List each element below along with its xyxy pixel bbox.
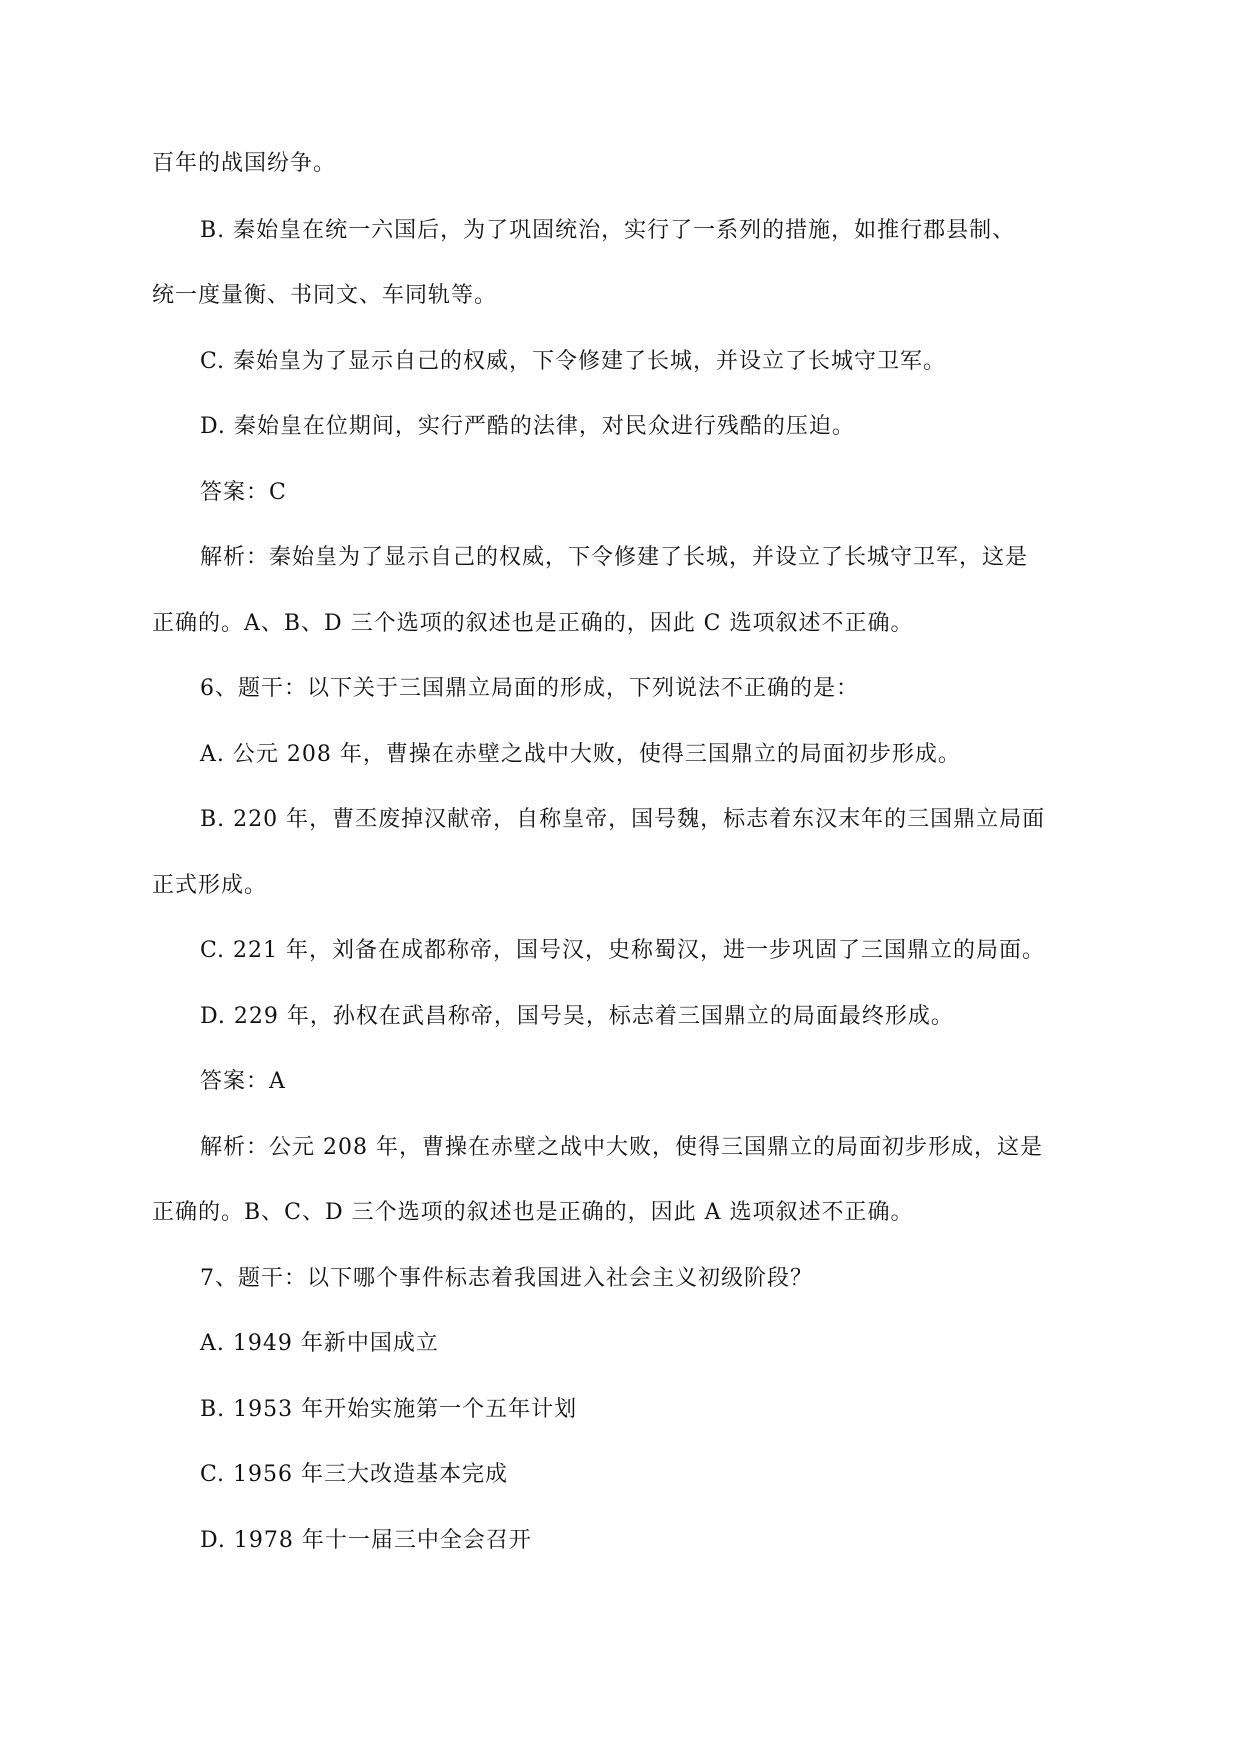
analysis-text: 解析：秦始皇为了显示自己的权威，下令修建了长城，并设立了长城守卫军，这是 xyxy=(200,545,1029,570)
option-c-text: C. 秦始皇为了显示自己的权威，下令修建了长城，并设立了长城守卫军。 xyxy=(200,349,947,374)
option-c-text: C. 1956 年三大改造基本完成 xyxy=(200,1462,509,1487)
answer-text: 答案：A xyxy=(200,1069,286,1094)
analysis-text: 解析：公元 208 年，曹操在赤壁之战中大败，使得三国鼎立的局面初步形成，这是 xyxy=(200,1135,1043,1160)
option-a-text: A. 1949 年新中国成立 xyxy=(200,1331,439,1356)
question-6-stem: 6、题干：以下关于三国鼎立局面的形成，下列说法不正确的是： xyxy=(200,676,859,701)
answer-text: 答案：C xyxy=(200,480,287,505)
text-line: 正式形成。 xyxy=(152,873,268,898)
text-line: 正确的。B、C、D 三个选项的叙述也是正确的，因此 A 选项叙述不正确。 xyxy=(152,1200,914,1225)
question-7-stem: 7、题干：以下哪个事件标志着我国进入社会主义初级阶段？ xyxy=(200,1266,813,1291)
option-a-text: A. 公元 208 年，曹操在赤壁之战中大败，使得三国鼎立的局面初步形成。 xyxy=(200,742,961,767)
option-d-text: D. 229 年，孙权在武昌称帝，国号吴，标志着三国鼎立的局面最终形成。 xyxy=(200,1004,954,1029)
text-line: 正确的。A、B、D 三个选项的叙述也是正确的，因此 C 选项叙述不正确。 xyxy=(152,611,914,636)
option-d-text: D. 秦始皇在位期间，实行严酷的法律，对民众进行残酷的压迫。 xyxy=(200,414,855,439)
option-b-text: B. 1953 年开始实施第一个五年计划 xyxy=(200,1397,578,1422)
option-d-text: D. 1978 年十一届三中全会召开 xyxy=(200,1528,532,1553)
option-c-text: C. 221 年，刘备在成都称帝，国号汉，史称蜀汉，进一步巩固了三国鼎立的局面。 xyxy=(200,938,1046,963)
option-b-text: B. 秦始皇在统一六国后，为了巩固统治，实行了一系列的措施，如推行郡县制、 xyxy=(200,218,1016,243)
option-b-text: B. 220 年，曹丕废掉汉献帝，自称皇帝，国号魏，标志着东汉末年的三国鼎立局面 xyxy=(200,807,1046,832)
text-line: 百年的战国纷争。 xyxy=(152,151,337,176)
text-line: 统一度量衡、书同文、车同轨等。 xyxy=(152,283,498,308)
